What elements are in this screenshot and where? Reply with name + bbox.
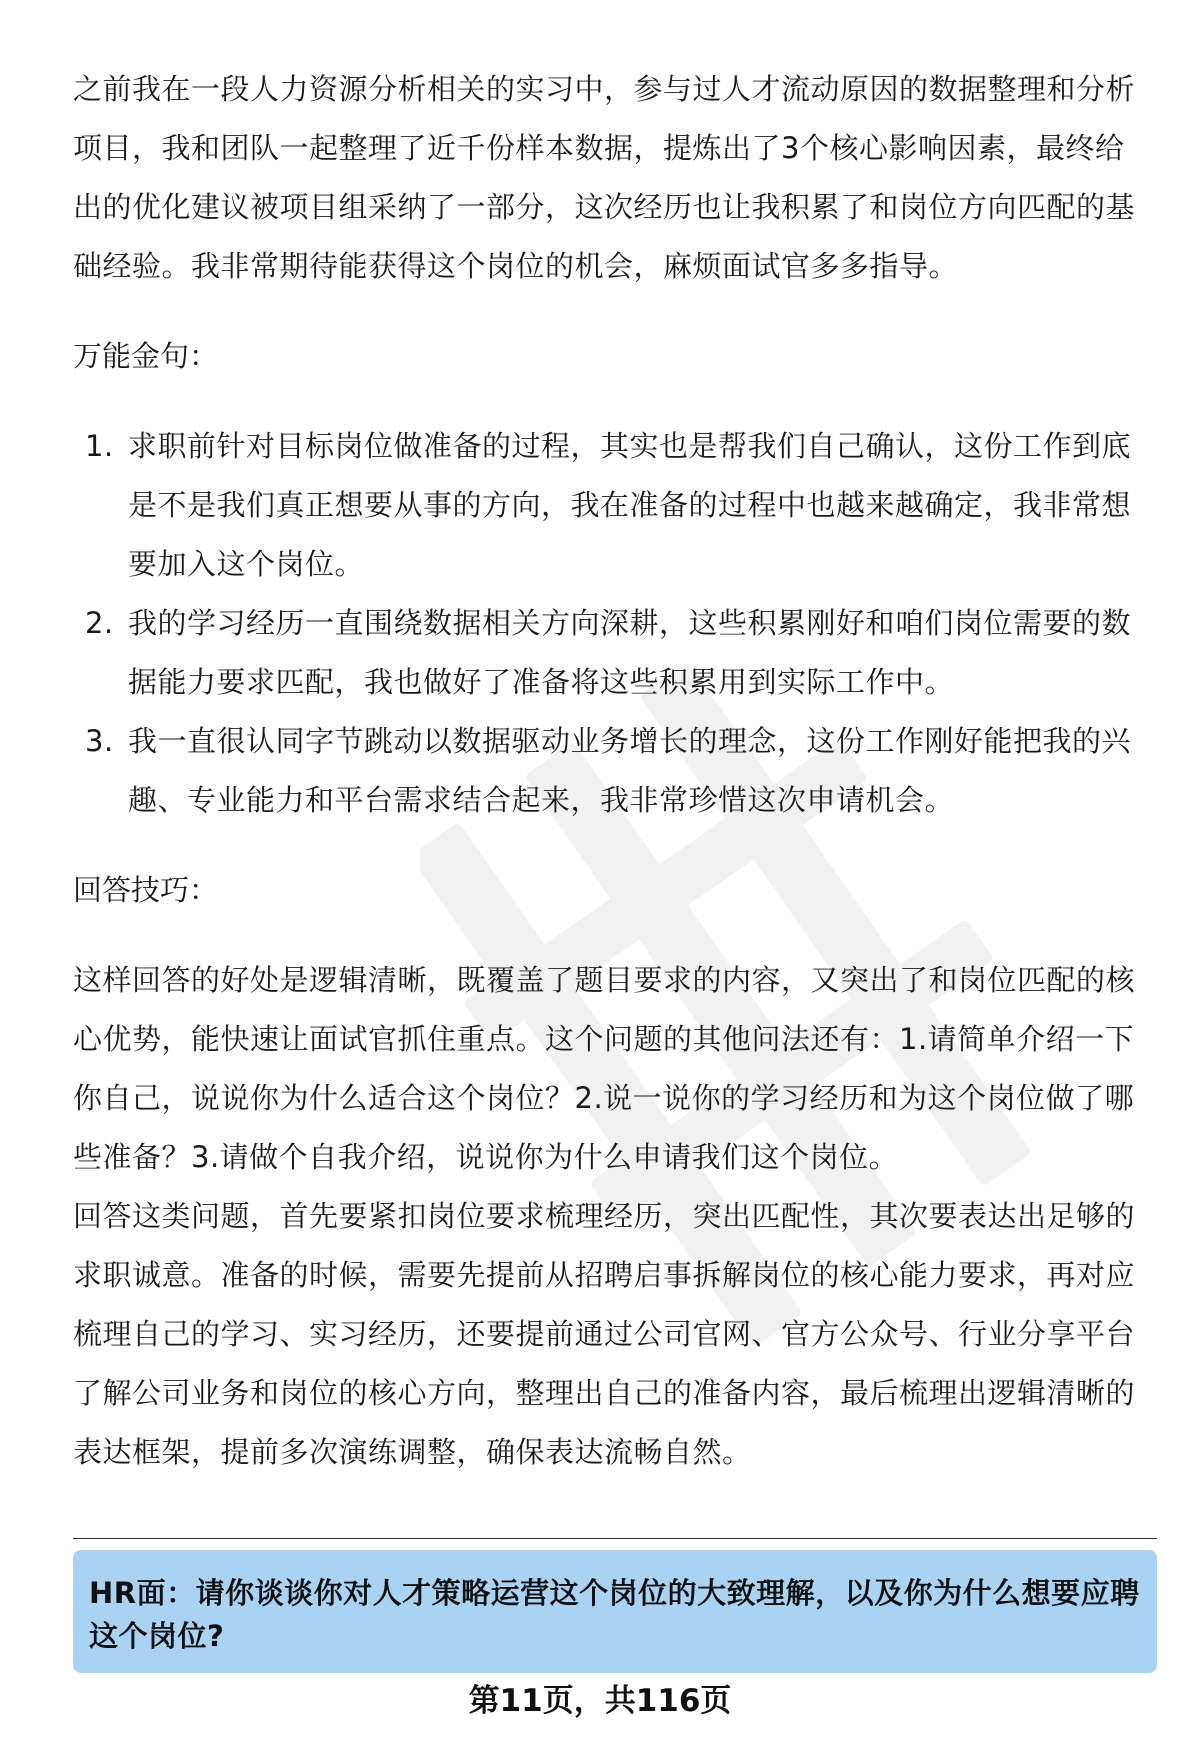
list-item-text: 求职前针对目标岗位做准备的过程，其实也是帮我们自己确认，这份工作到底是不是我们真正想要从事的方向，我在准备的过程中也越来越确定，我非常想要加入这个岗位。 (128, 429, 1132, 581)
next-question-text: HR面：请你谈谈你对人才策略运营这个岗位的大致理解，以及你为什么想要应聘这个岗位? (89, 1576, 1140, 1653)
section-divider (73, 1538, 1157, 1539)
page-indicator: 第11页，共116页 (468, 1683, 732, 1719)
list-item (73, 417, 1143, 594)
list-item-number: 2. (85, 606, 114, 640)
list-item-text: 我一直很认同字节跳动以数据驱动业务增长的理念，这份工作刚好能把我的兴趣、专业能力和平台需求结合起来，我非常珍惜这次申请机会。 (128, 724, 1132, 817)
answer-tips-paragraph-1: 这样回答的好处是逻辑清晰，既覆盖了题目要求的内容，又突出了和岗位匹配的核心优势，能快速让面试官抓住重点。这个问题的其他问法还有：1.请简单介绍一下你自己，说说你为什么适合这个岗位？2.说一说你的学习经历和为这个岗位做了哪些准备？3.请做个自我介绍，说说你为什么申请我们这个岗位。 (73, 963, 1136, 1174)
golden-sentences-heading: 万能金句： (73, 339, 219, 373)
list-item (73, 712, 1143, 830)
answer-tips-heading: 回答技巧： (73, 873, 219, 907)
next-question-box (73, 1550, 1157, 1673)
list-item-text: 我的学习经历一直围绕数据相关方向深耕，这些积累刚好和咱们岗位需要的数据能力要求匹配，我也做好了准备将这些积累用到实际工作中。 (128, 606, 1132, 699)
list-item-number: 1. (85, 429, 114, 463)
golden-sentences-list (73, 417, 1143, 830)
list-item (73, 594, 1143, 712)
list-item-number: 3. (85, 724, 114, 758)
document-body (73, 60, 1143, 1482)
answer-tips-paragraph-2: 回答这类问题，首先要紧扣岗位要求梳理经历，突出匹配性，其次要表达出足够的求职诚意。准备的时候，需要先提前从招聘启事拆解岗位的核心能力要求，再对应梳理自己的学习、实习经历，还要提前通过公司官网、官方公众号、行业分享平台了解公司业务和岗位的核心方向，整理出自己的准备内容，最后梳理出逻辑清晰的表达框架，提前多次演练调整，确保表达流畅自然。 (73, 1199, 1136, 1469)
intro-paragraph: 之前我在一段人力资源分析相关的实习中，参与过人才流动原因的数据整理和分析项目，我和团队一起整理了近千份样本数据，提炼出了3个核心影响因素，最终给出的优化建议被项目组采纳了一部分，这次经历也让我积累了和岗位方向匹配的基础经验。我非常期待能获得这个岗位的机会，麻烦面试官多多指导。 (73, 72, 1136, 283)
